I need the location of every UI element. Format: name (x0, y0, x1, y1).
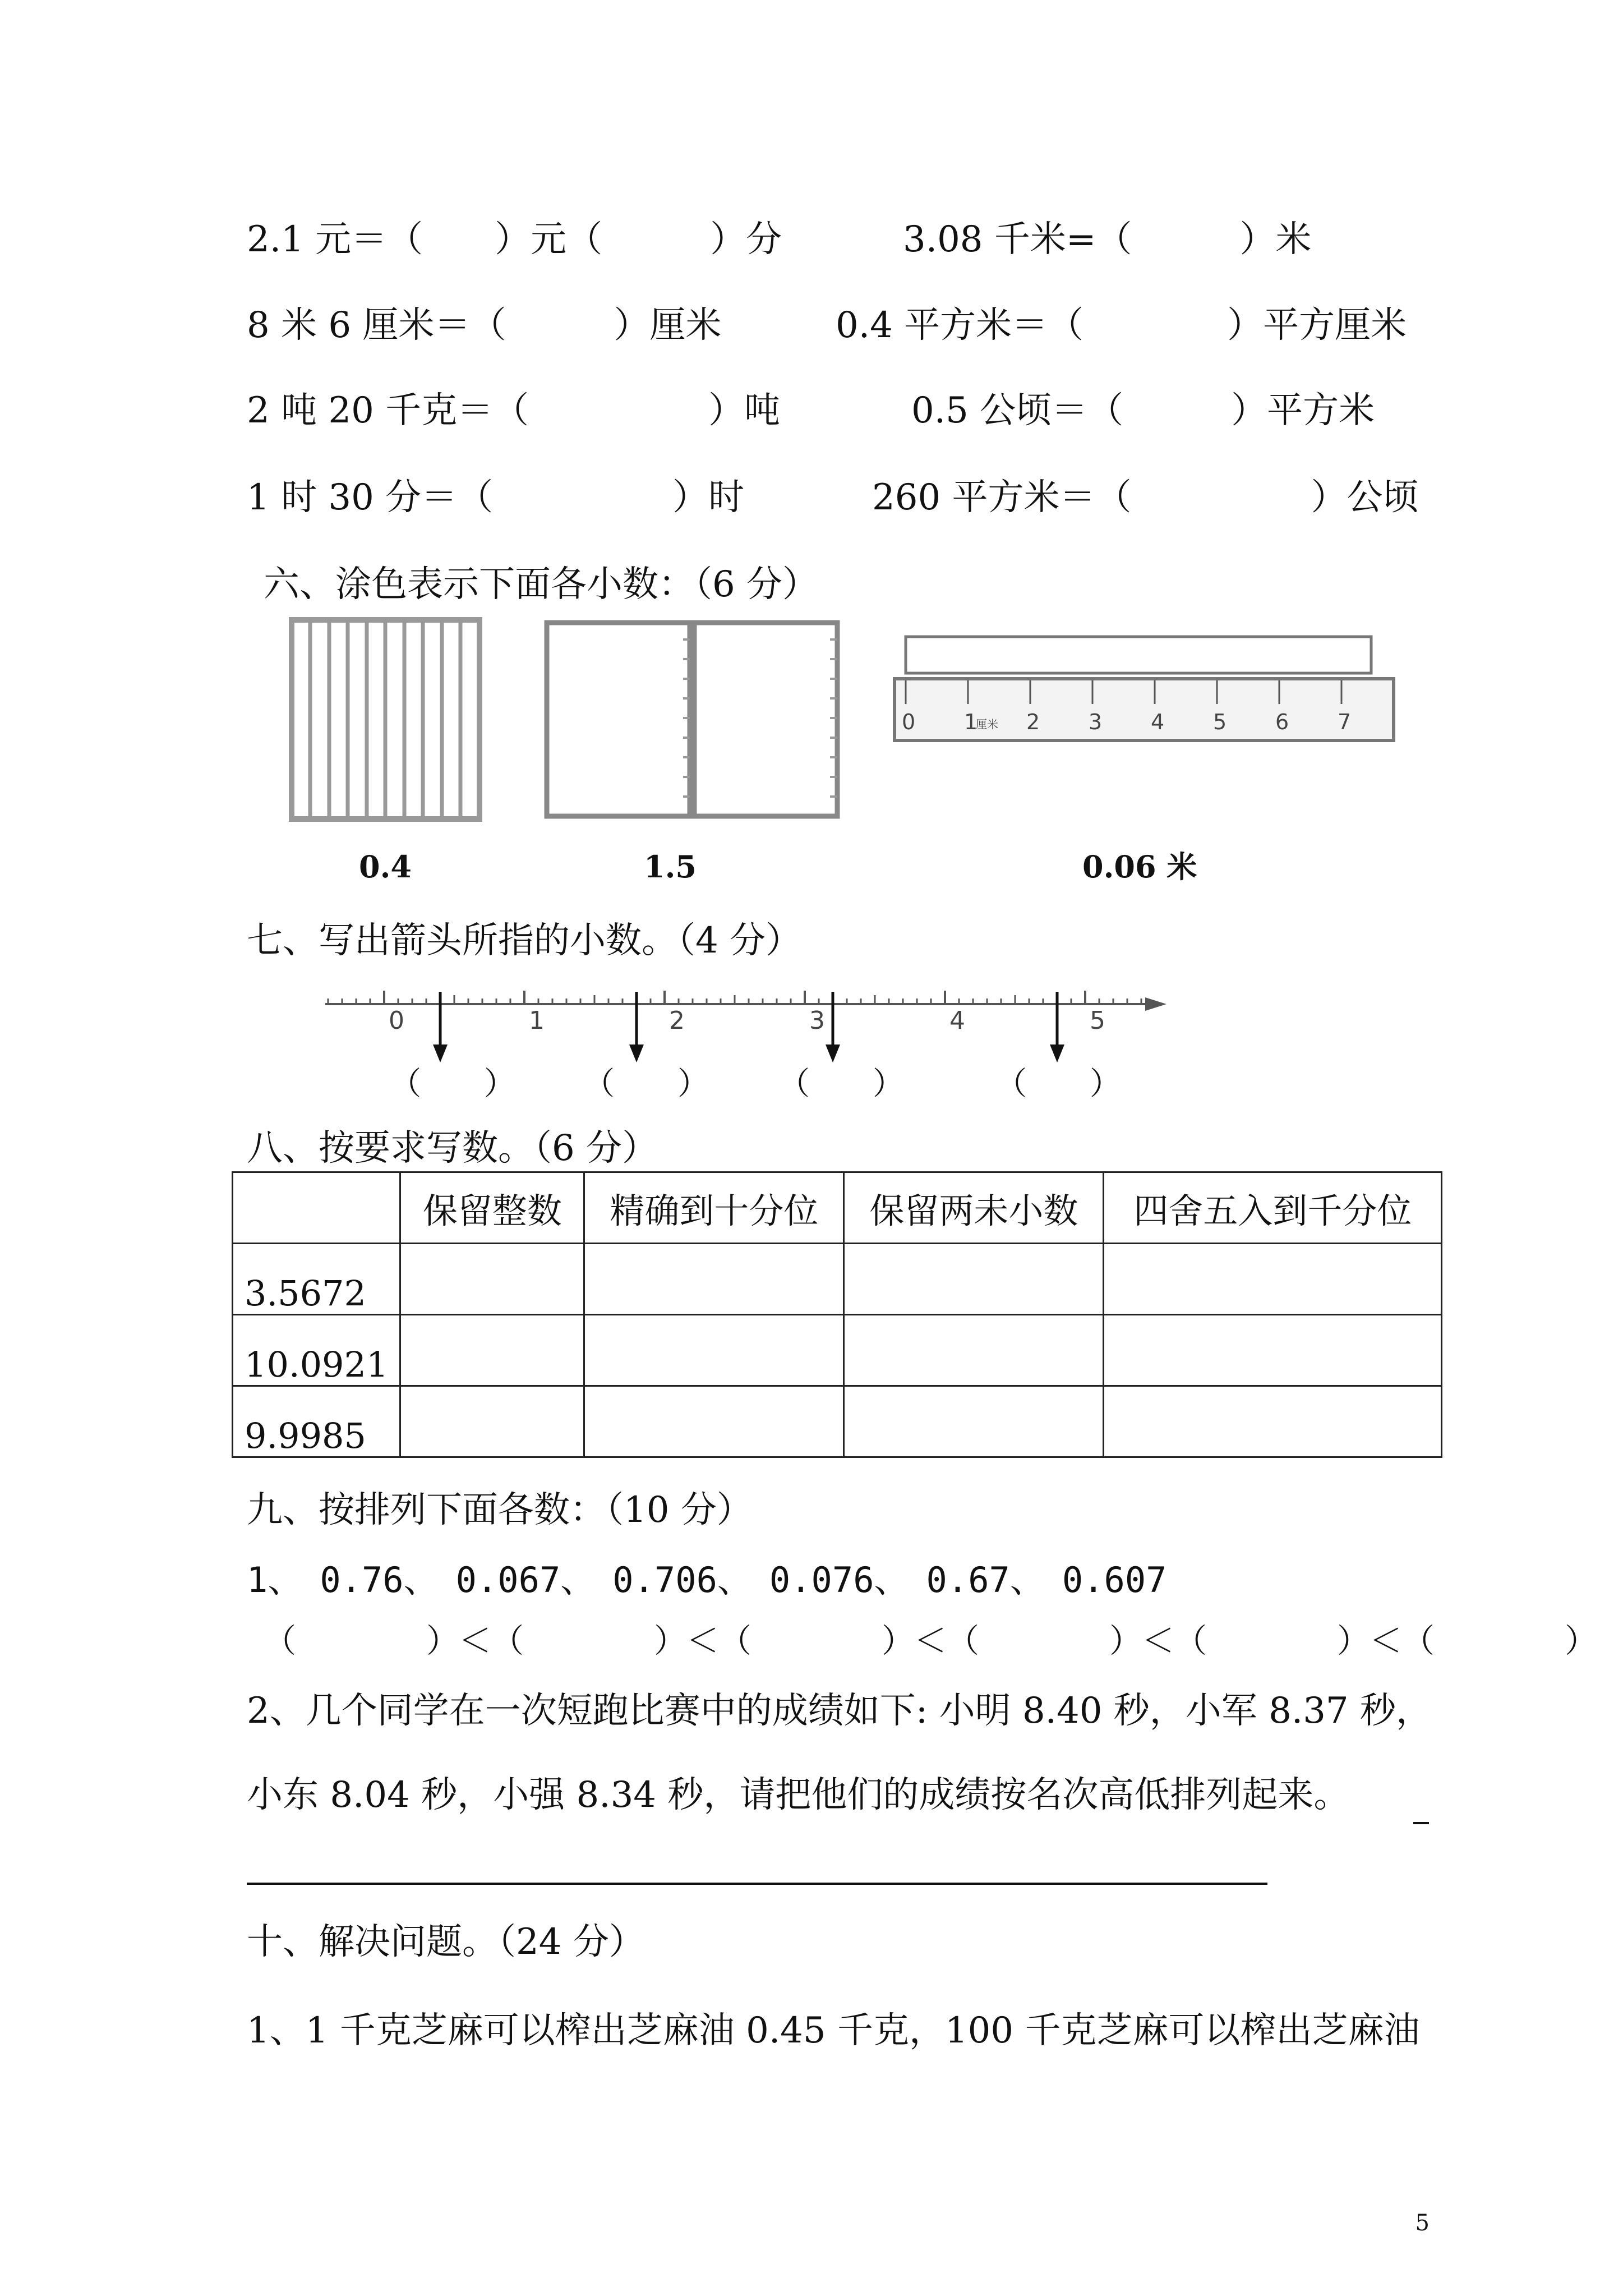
table-header: 保留两未小数 (844, 1172, 1104, 1244)
answer-cell[interactable] (400, 1315, 584, 1386)
axis-arrowhead (1145, 997, 1166, 1011)
section-8-title: 八、按要求写数。（6 分） (247, 1128, 658, 1169)
ruler-unit-label: 厘米 (976, 717, 998, 731)
answer-dash (1413, 1822, 1429, 1824)
answer-cell[interactable] (584, 1244, 844, 1315)
answer-cell[interactable] (1104, 1315, 1442, 1386)
rounding-table (232, 1171, 1442, 1458)
answer-cell[interactable] (1104, 1244, 1442, 1315)
race-question-line2: 小东 8.04 秒，小强 8.34 秒，请把他们的成绩按名次高低排列起来。 (247, 1774, 1350, 1816)
ruler-tick-label: 6 (1275, 710, 1289, 734)
page-number: 5 (1415, 2210, 1430, 2236)
answer-line[interactable] (247, 1883, 1267, 1885)
row-label: 10.0921 (233, 1315, 400, 1386)
two-squares-figure (547, 623, 837, 816)
table-row (233, 1386, 1442, 1457)
table-header: 精确到十分位 (584, 1172, 844, 1244)
ruler-tick-label: 4 (1151, 710, 1165, 734)
ordering-blanks[interactable]: （ ）＜（ ）＜（ ）＜（ ）＜（ ）＜（ ） (264, 1622, 1598, 1660)
answer-blank-4[interactable]: （ ） (995, 1066, 1121, 1102)
number-line (314, 976, 1189, 1066)
table-header-row (233, 1172, 1442, 1244)
number-line-label: 0 (389, 1006, 404, 1035)
answer-cell[interactable] (400, 1386, 584, 1457)
answer-blank-1[interactable]: （ ） (390, 1066, 515, 1102)
answer-cell[interactable] (844, 1386, 1104, 1457)
section-7-title: 七、写出箭头所指的小数。（4 分） (247, 920, 802, 961)
ruler-figure (895, 637, 1394, 740)
section-6-title: 六、涂色表示下面各小数：（6 分） (264, 564, 819, 605)
answer-cell[interactable] (1104, 1386, 1442, 1457)
number-line-label: 3 (809, 1006, 825, 1035)
ruler-tick-label: 1 (964, 710, 978, 734)
table-row (233, 1244, 1442, 1315)
answer-cell[interactable] (400, 1244, 584, 1315)
race-question-line1: 2、几个同学在一次短跑比赛中的成绩如下: 小明 8.40 秒，小军 8.37 秒， (247, 1690, 1432, 1732)
conversion-1a: 2.1 元＝（ ）元（ ）分 (247, 219, 782, 260)
section-10-title: 十、解决问题。（24 分） (247, 1921, 645, 1963)
figure-label-1: 0.4 (359, 849, 412, 885)
answer-cell[interactable] (844, 1244, 1104, 1315)
conversion-4b: 260 平方米＝（ ）公顷 (872, 477, 1419, 518)
pointer-arrow (1050, 992, 1064, 1062)
conversion-3a: 2 吨 20 千克＝（ ）吨 (247, 390, 781, 431)
number-line-label: 1 (529, 1006, 545, 1035)
ruler-tick-label: 2 (1026, 710, 1040, 734)
number-line-label: 4 (949, 1006, 965, 1035)
row-label: 9.9985 (233, 1386, 400, 1457)
coloring-figures (280, 614, 1413, 827)
conversion-2b: 0.4 平方米＝（ ）平方厘米 (836, 305, 1407, 346)
number-line-label: 2 (669, 1006, 685, 1035)
conversion-3b: 0.5 公顷＝（ ）平方米 (911, 390, 1375, 431)
pointer-arrow (433, 992, 448, 1062)
conversion-1b: 3.08 千米=（ ）米 (903, 219, 1312, 260)
answer-blank-3[interactable]: （ ） (778, 1066, 904, 1102)
answer-blank-2[interactable]: （ ） (583, 1066, 709, 1102)
answer-cell[interactable] (844, 1315, 1104, 1386)
problem-1-text: 1、1 千克芝麻可以榨出芝麻油 0.45 千克，100 千克芝麻可以榨出芝麻油 (247, 2010, 1420, 2051)
table-header-empty (233, 1172, 400, 1244)
strip-rectangle-figure (292, 620, 479, 819)
ruler-tick-label: 5 (1213, 710, 1227, 734)
row-label: 3.5672 (233, 1244, 400, 1315)
ruler-tick-label: 0 (902, 710, 916, 734)
section-9-title: 九、按排列下面各数：（10 分） (247, 1489, 753, 1531)
pointer-arrow (629, 992, 644, 1062)
table-row (233, 1315, 1442, 1386)
table-header: 保留整数 (400, 1172, 584, 1244)
conversion-2a: 8 米 6 厘米＝（ ）厘米 (247, 305, 722, 346)
conversion-4a: 1 时 30 分＝（ ）时 (247, 477, 745, 518)
answer-cell[interactable] (584, 1315, 844, 1386)
table-header: 四舍五入到千分位 (1104, 1172, 1442, 1244)
pointer-arrow (826, 992, 840, 1062)
answer-cell[interactable] (584, 1386, 844, 1457)
ruler-tick-label: 3 (1089, 710, 1103, 734)
figure-label-3: 0.06 米 (1082, 849, 1197, 885)
ruler-tick-label: 7 (1338, 710, 1352, 734)
figure-label-2: 1.5 (644, 849, 697, 885)
number-line-label: 5 (1090, 1006, 1105, 1035)
ordering-numbers: 1、 0.76、 0.067、 0.706、 0.076、 0.67、 0.607 (247, 1559, 1167, 1600)
